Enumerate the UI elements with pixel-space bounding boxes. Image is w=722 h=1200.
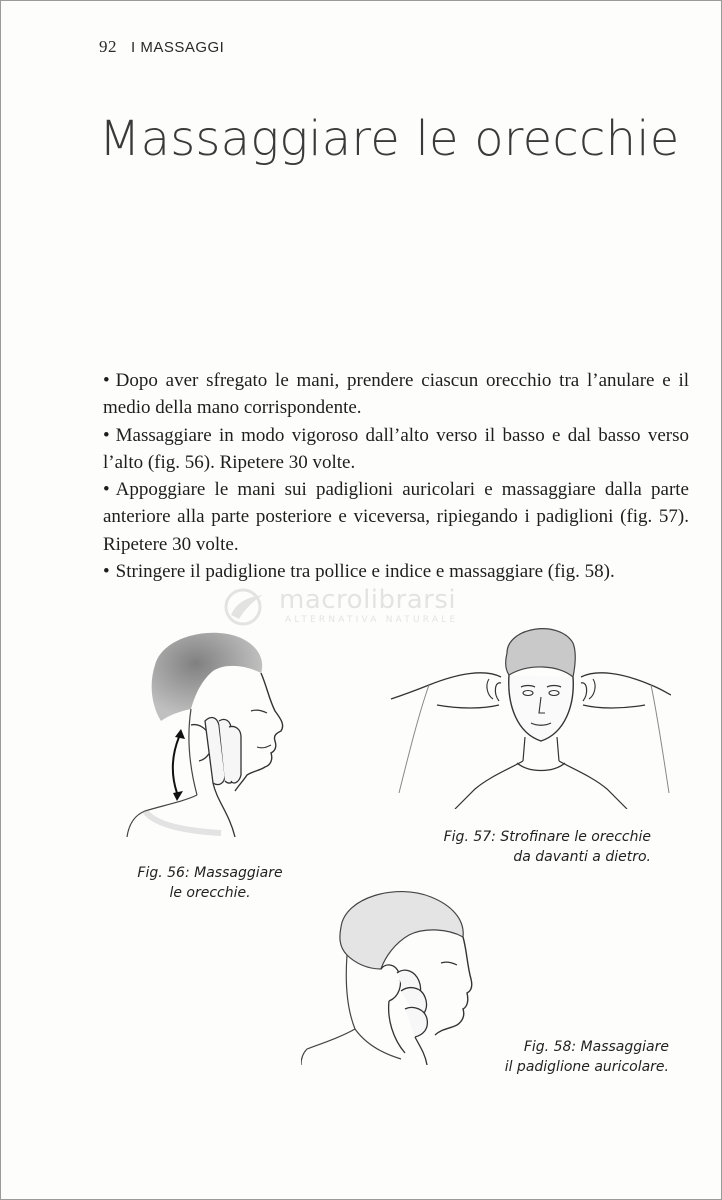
watermark-tagline: ALTERNATIVA NATURALE	[285, 615, 459, 625]
caption-line: Fig. 58: Massaggiare	[523, 1039, 669, 1055]
figure-57-illustration	[389, 613, 671, 809]
caption-line: il padiglione auricolare.	[504, 1059, 669, 1075]
instruction-list	[103, 367, 689, 585]
running-header	[99, 37, 224, 57]
instruction-item	[103, 558, 689, 585]
bullet-icon: •	[103, 561, 110, 583]
instruction-item	[103, 476, 689, 558]
page-title: Massaggiare le orecchie	[99, 111, 680, 167]
caption-line: da davanti a dietro.	[513, 849, 651, 865]
figure-56-illustration	[125, 625, 287, 837]
instruction-text: Appoggiare le mani sui padiglioni auricolari e massaggiare dalla parte anteriore alla parte posteriore e viceversa, ripiegando i padiglioni (fig. 57). Ripetere 30 volte.	[103, 479, 689, 555]
figure-58-caption	[469, 1037, 669, 1077]
instruction-text: Dopo aver sfregato le mani, prendere ciascun orecchio tra l’anulare e il medio della mano corrispondente.	[103, 370, 689, 419]
instruction-text: Stringere il padiglione tra pollice e indice e massaggiare (fig. 58).	[115, 561, 615, 583]
watermark-name: macrolibrarsi	[279, 585, 457, 615]
caption-line: Fig. 56: Massaggiare	[137, 865, 283, 881]
instruction-text: Massaggiare in modo vigoroso dall’alto verso il basso e dal basso verso l’alto (fig. 56). Ripetere 30 volte.	[103, 424, 689, 473]
page-number: 92	[99, 37, 117, 56]
instruction-item	[103, 422, 689, 477]
watermark-logo-icon	[219, 587, 271, 627]
bullet-icon: •	[103, 370, 110, 391]
figure-58-illustration	[301, 879, 473, 1065]
instruction-item	[103, 367, 689, 422]
figure-56-caption	[115, 863, 305, 903]
caption-line: le orecchie.	[169, 885, 251, 901]
bullet-icon: •	[103, 424, 110, 446]
figure-57-caption	[399, 827, 651, 867]
bullet-icon: •	[103, 479, 110, 501]
caption-line: Fig. 57: Strofinare le orecchie	[443, 829, 651, 845]
section-title: I MASSAGGI	[131, 39, 225, 56]
